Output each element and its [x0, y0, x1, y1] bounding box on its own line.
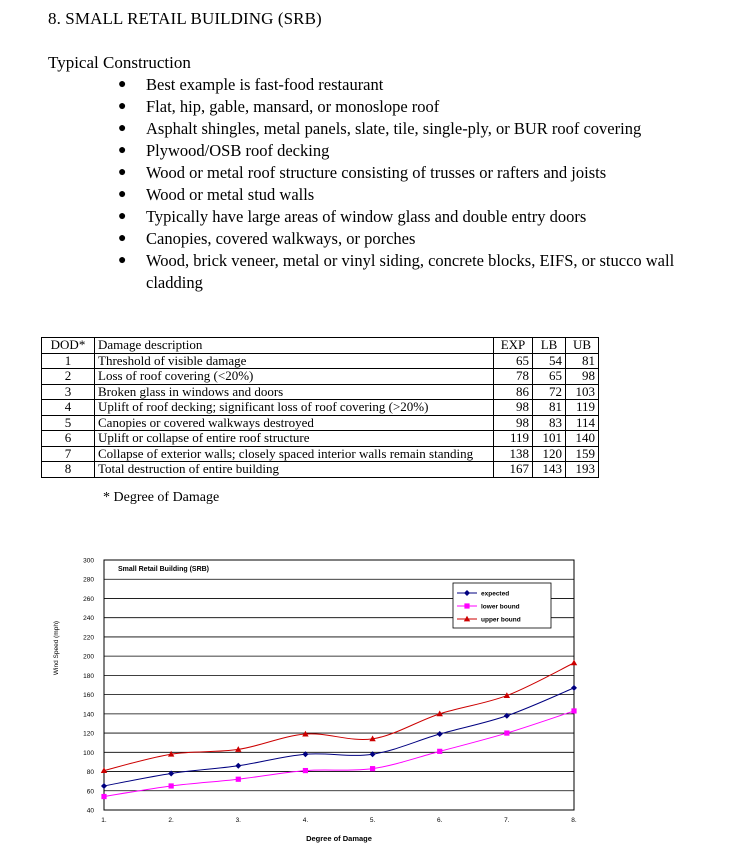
typical-construction-heading: Typical Construction — [48, 53, 191, 72]
table-header-row — [42, 338, 599, 354]
damage-table — [41, 337, 599, 478]
table-row — [42, 446, 599, 462]
list-item-text: Asphalt shingles, metal panels, slate, tile, single-ply, or BUR roof covering — [146, 119, 642, 138]
cell-description: Uplift or collapse of entire roof structure — [95, 431, 494, 447]
cell-lb: 72 — [533, 384, 566, 400]
data-point — [101, 794, 106, 799]
y-tick-label: 200 — [83, 653, 94, 661]
data-point — [370, 766, 375, 771]
list-item — [118, 96, 718, 118]
cell-ub: 119 — [566, 400, 599, 416]
legend-label: expected — [481, 590, 510, 598]
table-row — [42, 384, 599, 400]
bullet-icon: ● — [118, 209, 127, 224]
header-exp: EXP — [494, 338, 533, 354]
list-item-text: Canopies, covered walkways, or porches — [146, 229, 416, 248]
cell-lb: 120 — [533, 446, 566, 462]
construction-list — [118, 74, 718, 294]
table-row — [42, 462, 599, 478]
wind-speed-chart — [48, 553, 588, 845]
y-tick-label: 280 — [83, 576, 94, 584]
data-point — [571, 708, 576, 713]
list-item-text: Flat, hip, gable, mansard, or monoslope roof — [146, 97, 440, 116]
cell-description: Collapse of exterior walls; closely spaced interior walls remain standing — [95, 446, 494, 462]
data-point — [504, 730, 509, 735]
cell-lb: 143 — [533, 462, 566, 478]
cell-lb: 54 — [533, 353, 566, 369]
table-footnote: * Degree of Damage — [103, 490, 220, 505]
cell-dod: 8 — [42, 462, 95, 478]
list-item-text: Wood or metal roof structure consisting of trusses or rafters and joists — [146, 163, 607, 182]
y-tick-label: 260 — [83, 595, 94, 603]
chart-title: Small Retail Building (SRB) — [118, 566, 210, 573]
y-tick-label: 80 — [86, 769, 94, 777]
cell-exp: 98 — [494, 415, 533, 431]
y-axis — [83, 558, 94, 815]
header-dod: DOD* — [42, 338, 95, 354]
cell-lb: 83 — [533, 415, 566, 431]
list-item — [118, 140, 718, 162]
cell-description: Canopies or covered walkways destroyed — [95, 415, 494, 431]
y-tick-label: 180 — [83, 672, 94, 680]
cell-exp: 98 — [494, 400, 533, 416]
list-item — [118, 74, 718, 96]
cell-lb: 65 — [533, 369, 566, 385]
y-tick-label: 140 — [83, 711, 94, 719]
x-tick-label: 3. — [235, 817, 241, 824]
cell-ub: 159 — [566, 446, 599, 462]
x-tick-label: 1. — [101, 817, 107, 824]
bullet-icon: ● — [118, 77, 127, 92]
cell-dod: 2 — [42, 369, 95, 385]
cell-dod: 1 — [42, 353, 95, 369]
y-tick-label: 40 — [86, 807, 94, 815]
bullet-icon: ● — [118, 143, 127, 158]
y-axis-label: Wind Speed (mph) — [53, 620, 60, 676]
cell-dod: 3 — [42, 384, 95, 400]
cell-description: Total destruction of entire building — [95, 462, 494, 478]
cell-ub: 114 — [566, 415, 599, 431]
x-axis — [101, 817, 577, 824]
y-tick-label: 160 — [83, 692, 94, 700]
y-tick-label: 120 — [83, 730, 94, 738]
y-tick-label: 300 — [83, 557, 94, 565]
list-item-text: Typically have large areas of window glass and double entry doors — [146, 207, 587, 226]
bullet-icon: ● — [118, 231, 127, 246]
data-point — [464, 603, 469, 608]
cell-description: Broken glass in windows and doors — [95, 384, 494, 400]
cell-ub: 103 — [566, 384, 599, 400]
bullet-icon: ● — [118, 99, 127, 114]
cell-lb: 81 — [533, 400, 566, 416]
cell-ub: 193 — [566, 462, 599, 478]
cell-ub: 81 — [566, 353, 599, 369]
y-tick-label: 240 — [83, 615, 94, 623]
cell-exp: 138 — [494, 446, 533, 462]
cell-exp: 86 — [494, 384, 533, 400]
legend-label: lower bound — [481, 603, 520, 611]
x-tick-label: 7. — [504, 817, 510, 824]
x-tick-label: 8. — [571, 817, 577, 824]
table-row — [42, 400, 599, 416]
section-title: 8. SMALL RETAIL BUILDING (SRB) — [48, 9, 322, 28]
cell-exp: 119 — [494, 431, 533, 447]
list-item — [118, 228, 718, 250]
bullet-icon: ● — [118, 165, 127, 180]
cell-description: Uplift of roof decking; significant loss of roof covering (>20%) — [95, 400, 494, 416]
legend-label: upper bound — [481, 616, 521, 624]
cell-dod: 7 — [42, 446, 95, 462]
y-tick-label: 220 — [83, 634, 94, 642]
header-lb: LB — [533, 338, 566, 354]
data-point — [303, 768, 308, 773]
cell-ub: 140 — [566, 431, 599, 447]
list-item — [118, 250, 718, 294]
list-item — [118, 206, 718, 228]
x-tick-label: 6. — [437, 817, 443, 824]
table-row — [42, 415, 599, 431]
cell-exp: 78 — [494, 369, 533, 385]
x-axis-label: Degree of Damage — [306, 834, 372, 843]
list-item-text: Plywood/OSB roof decking — [146, 141, 330, 160]
bullet-icon: ● — [118, 253, 127, 268]
table-row — [42, 431, 599, 447]
cell-description: Threshold of visible damage — [95, 353, 494, 369]
list-item-text: Wood, brick veneer, metal or vinyl siding, concrete blocks, EIFS, or stucco wall cladding — [146, 251, 675, 292]
y-tick-label: 60 — [86, 788, 94, 796]
data-point — [169, 783, 174, 788]
legend — [453, 583, 551, 628]
cell-exp: 65 — [494, 353, 533, 369]
x-tick-label: 2. — [168, 817, 174, 824]
list-item — [118, 162, 718, 184]
x-tick-label: 4. — [302, 817, 309, 824]
list-item-text: Wood or metal stud walls — [146, 185, 315, 204]
cell-dod: 5 — [42, 415, 95, 431]
list-item — [118, 118, 718, 140]
cell-dod: 4 — [42, 400, 95, 416]
header-ub: UB — [566, 338, 599, 354]
data-point — [236, 777, 241, 782]
cell-dod: 6 — [42, 431, 95, 447]
cell-lb: 101 — [533, 431, 566, 447]
table-row — [42, 369, 599, 385]
cell-ub: 98 — [566, 369, 599, 385]
y-tick-label: 100 — [83, 749, 94, 757]
bullet-icon: ● — [118, 121, 127, 136]
data-point — [437, 749, 442, 754]
x-tick-label: 5. — [369, 817, 376, 824]
header-description: Damage description — [95, 338, 494, 354]
cell-description: Loss of roof covering (<20%) — [95, 369, 494, 385]
cell-exp: 167 — [494, 462, 533, 478]
list-item — [118, 184, 718, 206]
table-row — [42, 353, 599, 369]
list-item-text: Best example is fast-food restaurant — [146, 75, 384, 94]
bullet-icon: ● — [118, 187, 127, 202]
